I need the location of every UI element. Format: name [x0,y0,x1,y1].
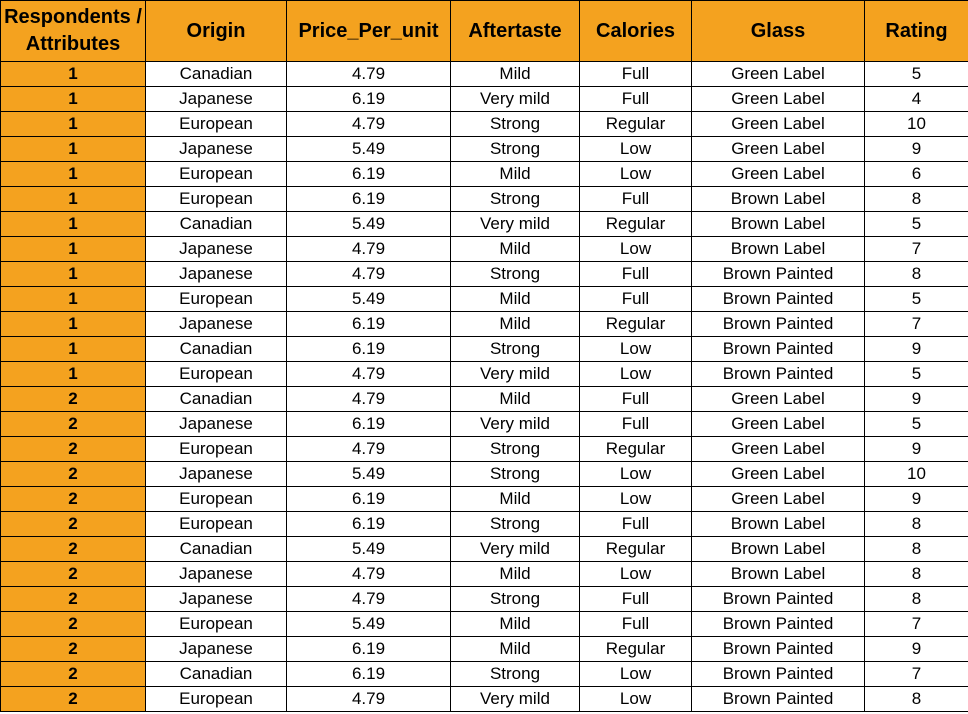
respondent-cell: 1 [1,362,146,387]
origin-cell: Canadian [146,62,287,87]
aftertaste-cell: Very mild [451,412,580,437]
glass-cell: Green Label [692,462,865,487]
glass-cell: Brown Painted [692,587,865,612]
calories-cell: Regular [580,312,692,337]
header-row [1,1,968,62]
glass-cell: Brown Painted [692,362,865,387]
header-calories: Calories [580,1,692,62]
calories-cell: Low [580,462,692,487]
rating-cell: 8 [865,512,968,537]
table-row [1,437,968,462]
origin-cell: Canadian [146,537,287,562]
price-cell: 6.19 [287,187,451,212]
price-cell: 6.19 [287,487,451,512]
header-respondents-attributes: Respondents / Attributes [1,1,146,62]
price-cell: 4.79 [287,362,451,387]
aftertaste-cell: Mild [451,387,580,412]
aftertaste-cell: Strong [451,512,580,537]
price-cell: 6.19 [287,87,451,112]
rating-cell: 8 [865,562,968,587]
aftertaste-cell: Strong [451,337,580,362]
header-rating: Rating [865,1,968,62]
rating-cell: 5 [865,362,968,387]
rating-cell: 8 [865,187,968,212]
price-cell: 4.79 [287,62,451,87]
calories-cell: Regular [580,437,692,462]
aftertaste-cell: Strong [451,137,580,162]
aftertaste-cell: Strong [451,662,580,687]
table-row [1,687,968,712]
price-cell: 5.49 [287,537,451,562]
glass-cell: Brown Painted [692,287,865,312]
glass-cell: Brown Painted [692,312,865,337]
origin-cell: Japanese [146,587,287,612]
respondent-cell: 1 [1,337,146,362]
origin-cell: European [146,437,287,462]
respondent-cell: 2 [1,687,146,712]
price-cell: 4.79 [287,562,451,587]
aftertaste-cell: Strong [451,262,580,287]
price-cell: 6.19 [287,162,451,187]
table-body [1,62,968,712]
table-row [1,237,968,262]
rating-cell: 5 [865,412,968,437]
respondent-cell: 2 [1,612,146,637]
origin-cell: European [146,362,287,387]
table-row [1,537,968,562]
table-row [1,212,968,237]
rating-cell: 9 [865,487,968,512]
respondent-cell: 1 [1,62,146,87]
glass-cell: Green Label [692,487,865,512]
table-row [1,337,968,362]
respondent-cell: 2 [1,587,146,612]
price-cell: 6.19 [287,337,451,362]
glass-cell: Brown Painted [692,337,865,362]
calories-cell: Full [580,512,692,537]
glass-cell: Green Label [692,112,865,137]
aftertaste-cell: Very mild [451,362,580,387]
respondent-cell: 2 [1,487,146,512]
origin-cell: Japanese [146,237,287,262]
aftertaste-cell: Strong [451,587,580,612]
rating-cell: 6 [865,162,968,187]
origin-cell: European [146,112,287,137]
calories-cell: Low [580,137,692,162]
calories-cell: Full [580,62,692,87]
aftertaste-cell: Mild [451,312,580,337]
rating-cell: 8 [865,537,968,562]
origin-cell: Japanese [146,262,287,287]
glass-cell: Green Label [692,87,865,112]
respondent-cell: 1 [1,237,146,262]
rating-cell: 8 [865,687,968,712]
origin-cell: Canadian [146,387,287,412]
aftertaste-cell: Very mild [451,87,580,112]
respondent-cell: 1 [1,212,146,237]
rating-cell: 7 [865,312,968,337]
calories-cell: Full [580,287,692,312]
price-cell: 5.49 [287,212,451,237]
aftertaste-cell: Mild [451,562,580,587]
table-row [1,512,968,537]
aftertaste-cell: Strong [451,462,580,487]
price-cell: 6.19 [287,662,451,687]
price-cell: 6.19 [287,637,451,662]
respondent-cell: 2 [1,537,146,562]
origin-cell: Japanese [146,412,287,437]
rating-cell: 4 [865,87,968,112]
calories-cell: Full [580,587,692,612]
header-origin: Origin [146,1,287,62]
glass-cell: Brown Painted [692,612,865,637]
aftertaste-cell: Mild [451,612,580,637]
origin-cell: European [146,512,287,537]
glass-cell: Green Label [692,412,865,437]
calories-cell: Low [580,162,692,187]
origin-cell: European [146,612,287,637]
rating-cell: 8 [865,262,968,287]
glass-cell: Green Label [692,62,865,87]
calories-cell: Low [580,687,692,712]
glass-cell: Brown Label [692,237,865,262]
rating-cell: 8 [865,587,968,612]
rating-cell: 7 [865,612,968,637]
header-aftertaste: Aftertaste [451,1,580,62]
respondent-cell: 2 [1,462,146,487]
table-row [1,312,968,337]
glass-cell: Green Label [692,137,865,162]
respondent-cell: 2 [1,662,146,687]
calories-cell: Full [580,87,692,112]
aftertaste-cell: Mild [451,287,580,312]
table-row [1,412,968,437]
glass-cell: Brown Painted [692,262,865,287]
price-cell: 5.49 [287,612,451,637]
price-cell: 4.79 [287,112,451,137]
respondent-cell: 1 [1,112,146,137]
price-cell: 4.79 [287,437,451,462]
origin-cell: Canadian [146,212,287,237]
table-row [1,112,968,137]
respondent-cell: 1 [1,162,146,187]
header-price-per-unit: Price_Per_unit [287,1,451,62]
price-cell: 6.19 [287,312,451,337]
rating-cell: 9 [865,387,968,412]
price-cell: 4.79 [287,387,451,412]
origin-cell: Japanese [146,137,287,162]
rating-cell: 5 [865,287,968,312]
aftertaste-cell: Mild [451,162,580,187]
table-row [1,662,968,687]
aftertaste-cell: Very mild [451,537,580,562]
aftertaste-cell: Very mild [451,212,580,237]
glass-cell: Brown Painted [692,637,865,662]
calories-cell: Low [580,362,692,387]
table-row [1,362,968,387]
origin-cell: Japanese [146,312,287,337]
table-row [1,637,968,662]
calories-cell: Full [580,412,692,437]
origin-cell: Japanese [146,637,287,662]
calories-cell: Regular [580,537,692,562]
price-cell: 4.79 [287,262,451,287]
glass-cell: Brown Painted [692,687,865,712]
table-row [1,137,968,162]
price-cell: 5.49 [287,137,451,162]
respondent-cell: 1 [1,287,146,312]
calories-cell: Low [580,662,692,687]
header-glass: Glass [692,1,865,62]
price-cell: 4.79 [287,237,451,262]
table-row [1,62,968,87]
rating-cell: 7 [865,662,968,687]
rating-cell: 9 [865,437,968,462]
respondent-cell: 1 [1,187,146,212]
aftertaste-cell: Mild [451,62,580,87]
rating-cell: 7 [865,237,968,262]
calories-cell: Regular [580,212,692,237]
table-row [1,87,968,112]
origin-cell: Canadian [146,337,287,362]
respondent-cell: 2 [1,637,146,662]
respondent-cell: 2 [1,387,146,412]
price-cell: 5.49 [287,462,451,487]
respondent-cell: 1 [1,262,146,287]
respondent-cell: 2 [1,412,146,437]
glass-cell: Green Label [692,162,865,187]
table-row [1,612,968,637]
rating-cell: 5 [865,212,968,237]
price-cell: 5.49 [287,287,451,312]
origin-cell: European [146,287,287,312]
glass-cell: Brown Label [692,537,865,562]
table-row [1,287,968,312]
origin-cell: European [146,187,287,212]
glass-cell: Brown Label [692,212,865,237]
respondent-cell: 2 [1,437,146,462]
table-row [1,262,968,287]
table-row [1,187,968,212]
calories-cell: Full [580,387,692,412]
glass-cell: Brown Label [692,187,865,212]
glass-cell: Brown Painted [692,662,865,687]
origin-cell: Japanese [146,87,287,112]
calories-cell: Regular [580,637,692,662]
table-row [1,462,968,487]
calories-cell: Regular [580,112,692,137]
table-row [1,562,968,587]
price-cell: 6.19 [287,412,451,437]
respondent-cell: 2 [1,562,146,587]
origin-cell: Japanese [146,562,287,587]
aftertaste-cell: Strong [451,187,580,212]
origin-cell: European [146,687,287,712]
glass-cell: Brown Label [692,512,865,537]
respondent-cell: 2 [1,512,146,537]
price-cell: 6.19 [287,512,451,537]
calories-cell: Low [580,237,692,262]
aftertaste-cell: Mild [451,637,580,662]
origin-cell: European [146,162,287,187]
table-row [1,162,968,187]
calories-cell: Full [580,187,692,212]
table-row [1,387,968,412]
price-cell: 4.79 [287,587,451,612]
origin-cell: Japanese [146,462,287,487]
aftertaste-cell: Very mild [451,687,580,712]
calories-cell: Low [580,562,692,587]
calories-cell: Full [580,612,692,637]
aftertaste-cell: Mild [451,237,580,262]
rating-cell: 10 [865,462,968,487]
aftertaste-cell: Strong [451,437,580,462]
glass-cell: Brown Label [692,562,865,587]
rating-cell: 9 [865,337,968,362]
respondent-cell: 1 [1,312,146,337]
rating-cell: 9 [865,637,968,662]
rating-cell: 10 [865,112,968,137]
calories-cell: Low [580,487,692,512]
rating-cell: 5 [865,62,968,87]
glass-cell: Green Label [692,387,865,412]
aftertaste-cell: Mild [451,487,580,512]
calories-cell: Full [580,262,692,287]
origin-cell: Canadian [146,662,287,687]
table-row [1,587,968,612]
origin-cell: European [146,487,287,512]
price-cell: 4.79 [287,687,451,712]
table-row [1,487,968,512]
aftertaste-cell: Strong [451,112,580,137]
calories-cell: Low [580,337,692,362]
glass-cell: Green Label [692,437,865,462]
rating-cell: 9 [865,137,968,162]
respondent-cell: 1 [1,137,146,162]
respondent-cell: 1 [1,87,146,112]
